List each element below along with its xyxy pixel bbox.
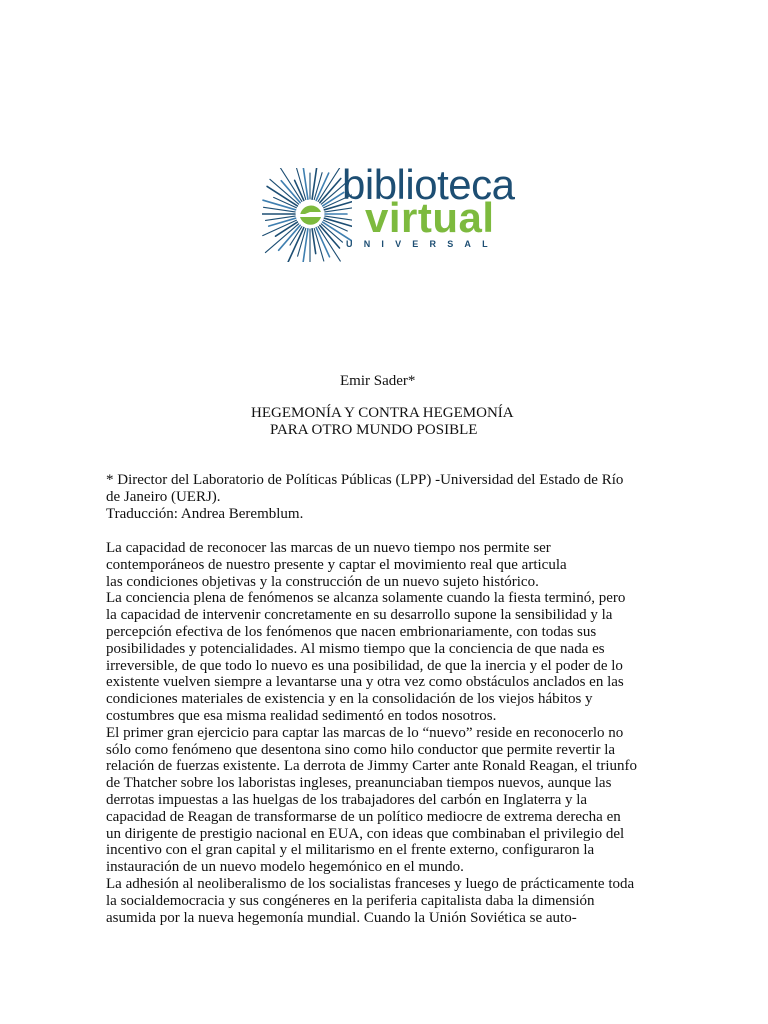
body-text-line: La adhesión al neoliberalismo de los socialistas franceses y luego de prácticamente toda: [106, 875, 635, 892]
body-text-line: de Thatcher sobre los laboristas ingleses, preanunciaban tiempos nuevos, aunque las: [106, 775, 612, 792]
biblioteca-virtual-logo: [262, 161, 515, 262]
footnote-line: * Director del Laboratorio de Políticas Públicas (LPP) -Universidad del Estado de Río: [106, 472, 624, 488]
body-text-line: percepción efectiva de los fenómenos que nacen embrionariamente, con todas sus: [106, 623, 597, 640]
body-text-line: posibilidades y potencialidades. Al mismo tiempo que la conciencia de que nada es: [106, 640, 605, 657]
body-text-line: la socialdemocracia y sus congéneres en la periferia capitalista daba la dimensión: [106, 892, 595, 909]
body-text-line: capacidad de Reagan de transformarse de un político mediocre de extrema derecha en: [106, 808, 621, 825]
body-text-line: relación de fuerzas existente. La derrota de Jimmy Carter ante Ronald Reagan, el triunfo: [106, 758, 638, 775]
body-text-line: La capacidad de reconocer las marcas de un nuevo tiempo nos permite ser: [106, 540, 551, 556]
body-text-line: un dirigente de prestigio nacional en EUA, con ideas que combinaban el privilegio del: [106, 825, 625, 842]
body-text-line: La conciencia plena de fenómenos se alcanza solamente cuando la fiesta terminó, pero: [106, 590, 626, 607]
logo-word-universal: UNIVERSAL: [346, 239, 499, 249]
body-text-line: irreversible, de que todo lo nuevo es una posibilidad, de que la inercia y el poder de lo: [106, 657, 623, 674]
author-name: Emir Sader*: [340, 373, 416, 389]
footnote-line: de Janeiro (UERJ).: [106, 488, 221, 505]
body-text-line: las condiciones objetivas y la construcción de un nuevo sujeto histórico.: [106, 573, 539, 590]
footnote: [106, 472, 623, 522]
body-text: [106, 540, 637, 926]
body-text-line: existente vuelven siempre a levantarse una y otra vez como obstáculos anclados en las: [106, 674, 624, 691]
body-text-line: costumbres que esa misma realidad sedimentó en todos nosotros.: [106, 707, 497, 724]
body-text-line: asumida por la nueva hegemonía mundial. Cuando la Unión Soviética se auto-: [106, 909, 577, 926]
body-text-line: instauración de un nuevo modelo hegemónico en el mundo.: [106, 859, 464, 876]
body-text-line: la capacidad de intervenir concretamente en su desarrollo supone la sensibilidad y la: [106, 607, 613, 624]
body-text-line: incentivo con el gran capital y el militarismo en el frente externo, configuraron la: [106, 842, 595, 859]
sunburst-icon: [262, 168, 352, 262]
body-text-line: derrotas impuestas a las huelgas de los trabajadores del carbón en Inglaterra y la: [106, 791, 588, 808]
document-title-line-1: HEGEMONÍA Y CONTRA HEGEMONÍA: [251, 405, 514, 421]
body-text-line: contemporáneos de nuestro presente y captar el movimiento real que articula: [106, 556, 567, 573]
document-title-line-2: PARA OTRO MUNDO POSIBLE: [270, 422, 478, 438]
body-text-line: condiciones materiales de existencia y en la consolidación de los viejos hábitos y: [106, 691, 593, 708]
logo-word-virtual: virtual: [365, 194, 495, 241]
body-text-line: El primer gran ejercicio para captar las marcas de lo “nuevo” reside en reconocerlo no: [106, 724, 624, 741]
footnote-line: Traducción: Andrea Beremblum.: [106, 505, 304, 522]
body-text-line: sólo como fenómeno que desentona sino como hilo conductor que permite revertir la: [106, 741, 616, 758]
logo-word-biblioteca: biblioteca: [342, 161, 515, 208]
